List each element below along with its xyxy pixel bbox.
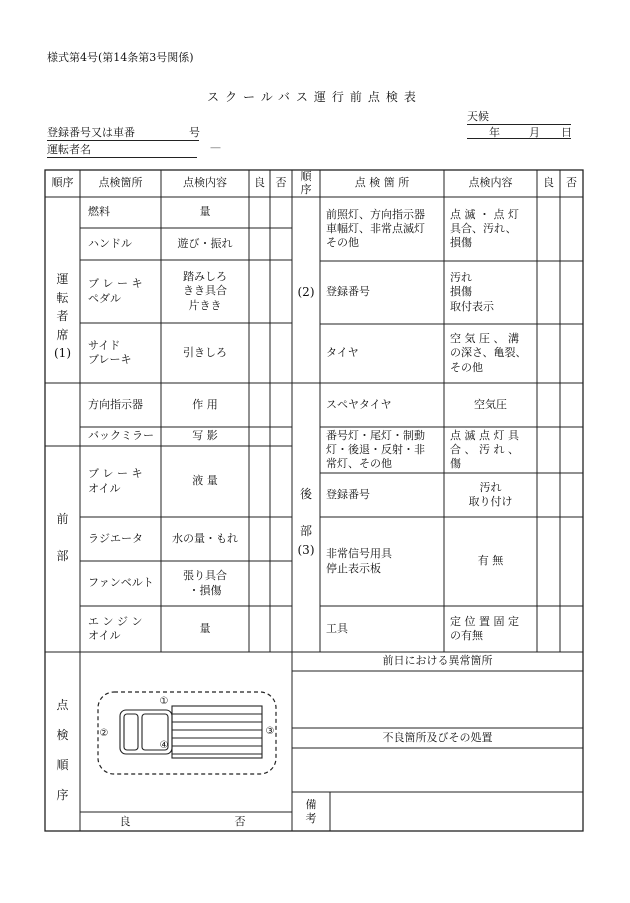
right-item-good-checkbox[interactable]: [537, 383, 560, 427]
left-item-location: ブ レ ー キ ペダル: [88, 277, 143, 305]
left-item-content: 張り具合 ・損傷: [183, 569, 227, 597]
header-content: 点検内容: [183, 176, 227, 189]
header-location: 点検箇所: [98, 176, 143, 189]
left-item-location: 燃料: [88, 205, 110, 219]
registration-suffix: 号: [189, 126, 200, 139]
right-item-location: タイヤ: [326, 346, 359, 360]
left-item-good-checkbox[interactable]: [249, 323, 270, 383]
left-item-bad-checkbox[interactable]: [270, 383, 292, 427]
header-bad: 否: [275, 176, 287, 189]
left-item-good-checkbox[interactable]: [249, 606, 270, 652]
remarks-field[interactable]: [331, 793, 582, 830]
right-item-good-checkbox[interactable]: [537, 427, 560, 473]
bottom-bad-label: 否: [234, 815, 246, 828]
header-order-right: [292, 171, 320, 196]
right-item-content: 定 位 置 固 定 の有無: [450, 614, 519, 642]
right-item-location: 登録番号: [326, 487, 370, 501]
inspection-order-label: 点 検 順 序: [56, 698, 69, 802]
right-item-location: スペヤタイヤ: [326, 397, 392, 411]
header-order: 順序: [51, 176, 74, 189]
left-item-location: 方向指示器: [88, 397, 143, 411]
left-item-bad-checkbox[interactable]: [270, 228, 292, 260]
left-item-content: 量: [199, 621, 211, 635]
left-item-location: ブ レ ー キ オイル: [88, 467, 143, 495]
right-item-bad-checkbox[interactable]: [560, 606, 583, 652]
left-item-bad-checkbox[interactable]: [270, 323, 292, 383]
bottom-good-label: 良: [119, 815, 131, 828]
right-item-good-checkbox[interactable]: [537, 261, 560, 324]
right-item-bad-checkbox[interactable]: [560, 383, 583, 427]
left-item-location: サイド ブレーキ: [88, 338, 132, 366]
marker-1: ①: [159, 696, 169, 707]
right-item-content: 空 気 圧 、 溝 の深さ、亀裂、 その他: [450, 332, 527, 374]
defect-handling-field[interactable]: [293, 749, 582, 791]
left-item-location: エ ン ジ ン オイル: [88, 614, 143, 642]
driver-label: 運転者名: [47, 143, 91, 156]
right-item-content: 点 滅 ・ 点 灯 具合、汚れ、 損傷: [450, 207, 519, 250]
right-item-location: 工具: [326, 621, 348, 635]
section-driver-seat: 運 転 者 席 (1): [54, 272, 71, 361]
right-item-bad-checkbox[interactable]: [560, 261, 583, 324]
bus-inspection-diagram: [80, 652, 292, 812]
inspection-route-path: [98, 692, 276, 774]
left-item-location: ハンドル: [88, 236, 132, 250]
left-item-good-checkbox[interactable]: [249, 260, 270, 323]
previous-abnormal-field[interactable]: [293, 672, 582, 727]
driver-dash: —: [210, 141, 221, 154]
marker-2: ②: [99, 728, 109, 739]
right-item-good-checkbox[interactable]: [537, 197, 560, 261]
date-month: 月: [529, 126, 540, 139]
left-item-content: 水の量・もれ: [172, 531, 238, 545]
right-item-good-checkbox[interactable]: [537, 517, 560, 606]
registration-label: 登録番号又は車番: [47, 126, 135, 139]
section-rear: 後 部 (3): [297, 487, 315, 557]
left-item-bad-checkbox[interactable]: [270, 517, 292, 561]
left-item-good-checkbox[interactable]: [249, 383, 270, 427]
right-item-content: 点 滅 点 灯 具 合 、 汚 れ 、 傷: [450, 428, 519, 471]
left-item-bad-checkbox[interactable]: [270, 446, 292, 517]
right-item-bad-checkbox[interactable]: [560, 197, 583, 261]
left-item-good-checkbox[interactable]: [249, 561, 270, 606]
page-title: スクールバス運行前点検表: [207, 90, 422, 104]
right-item-location: 番号灯・尾灯・制動 灯・後退・反射・非 常灯、その他: [326, 428, 425, 471]
header-location-right: 点 検 箇 所: [354, 176, 410, 189]
section-front: 前 部: [56, 512, 69, 564]
left-item-content: 写 影: [192, 429, 218, 443]
section-2: (2): [297, 285, 315, 299]
right-item-bad-checkbox[interactable]: [560, 324, 583, 383]
weather-label: 天候: [467, 110, 489, 123]
marker-4: ④: [159, 740, 169, 751]
left-item-bad-checkbox[interactable]: [270, 260, 292, 323]
left-item-content: 作 用: [192, 397, 218, 411]
right-item-content: 汚れ 取り付け: [468, 480, 513, 508]
left-item-location: バックミラー: [88, 429, 154, 443]
marker-3: ③: [265, 726, 275, 737]
right-item-content: 汚れ 損傷 取付表示: [450, 271, 494, 313]
left-item-content: 液 量: [192, 474, 218, 488]
right-item-bad-checkbox[interactable]: [560, 473, 583, 517]
right-item-content: 有 無: [477, 554, 504, 568]
remarks-label: 備 考: [305, 798, 317, 825]
left-item-bad-checkbox[interactable]: [270, 561, 292, 606]
left-item-good-checkbox[interactable]: [249, 427, 270, 446]
header-good-right: 良: [543, 176, 554, 189]
left-item-good-checkbox[interactable]: [249, 197, 270, 228]
left-item-content: 踏みしろ きき具合 片きき: [183, 270, 227, 312]
header-order-right-2: 序: [300, 182, 312, 196]
left-item-good-checkbox[interactable]: [249, 517, 270, 561]
left-item-content: 遊び・振れ: [177, 236, 233, 250]
right-item-bad-checkbox[interactable]: [560, 427, 583, 473]
previous-abnormal-label: 前日における異常箇所: [382, 654, 493, 667]
left-item-content: 量: [199, 205, 211, 219]
date-day: 日: [561, 126, 572, 139]
header-content-right: 点検内容: [468, 176, 513, 189]
defect-handling-label: 不良箇所及びその処置: [382, 731, 493, 744]
header-good: 良: [254, 176, 265, 189]
right-item-location: 非常信号用具 停止表示板: [326, 547, 392, 575]
left-item-bad-checkbox[interactable]: [270, 197, 292, 228]
left-item-bad-checkbox[interactable]: [270, 427, 292, 446]
header-bad-right: 否: [566, 176, 577, 189]
form-number: 様式第4号(第14条第3号関係): [47, 51, 194, 64]
right-item-bad-checkbox[interactable]: [560, 517, 583, 606]
left-item-good-checkbox[interactable]: [249, 446, 270, 517]
right-item-good-checkbox[interactable]: [537, 606, 560, 652]
right-item-content: 空気圧: [474, 397, 507, 411]
left-item-good-checkbox[interactable]: [249, 228, 270, 260]
right-item-good-checkbox[interactable]: [537, 324, 560, 383]
left-item-location: ラジエータ: [88, 531, 143, 545]
left-item-location: ファンベルト: [88, 576, 154, 590]
header-order-right-1: 順: [300, 170, 312, 183]
date-year: 年: [489, 126, 500, 139]
left-item-content: 引きしろ: [183, 345, 227, 359]
right-item-location: 前照灯、方向指示器 車幅灯、非常点滅灯 その他: [326, 207, 425, 250]
bus-icon: [120, 706, 262, 758]
right-item-good-checkbox[interactable]: [537, 473, 560, 517]
left-item-bad-checkbox[interactable]: [270, 606, 292, 652]
right-item-location: 登録番号: [326, 285, 370, 299]
